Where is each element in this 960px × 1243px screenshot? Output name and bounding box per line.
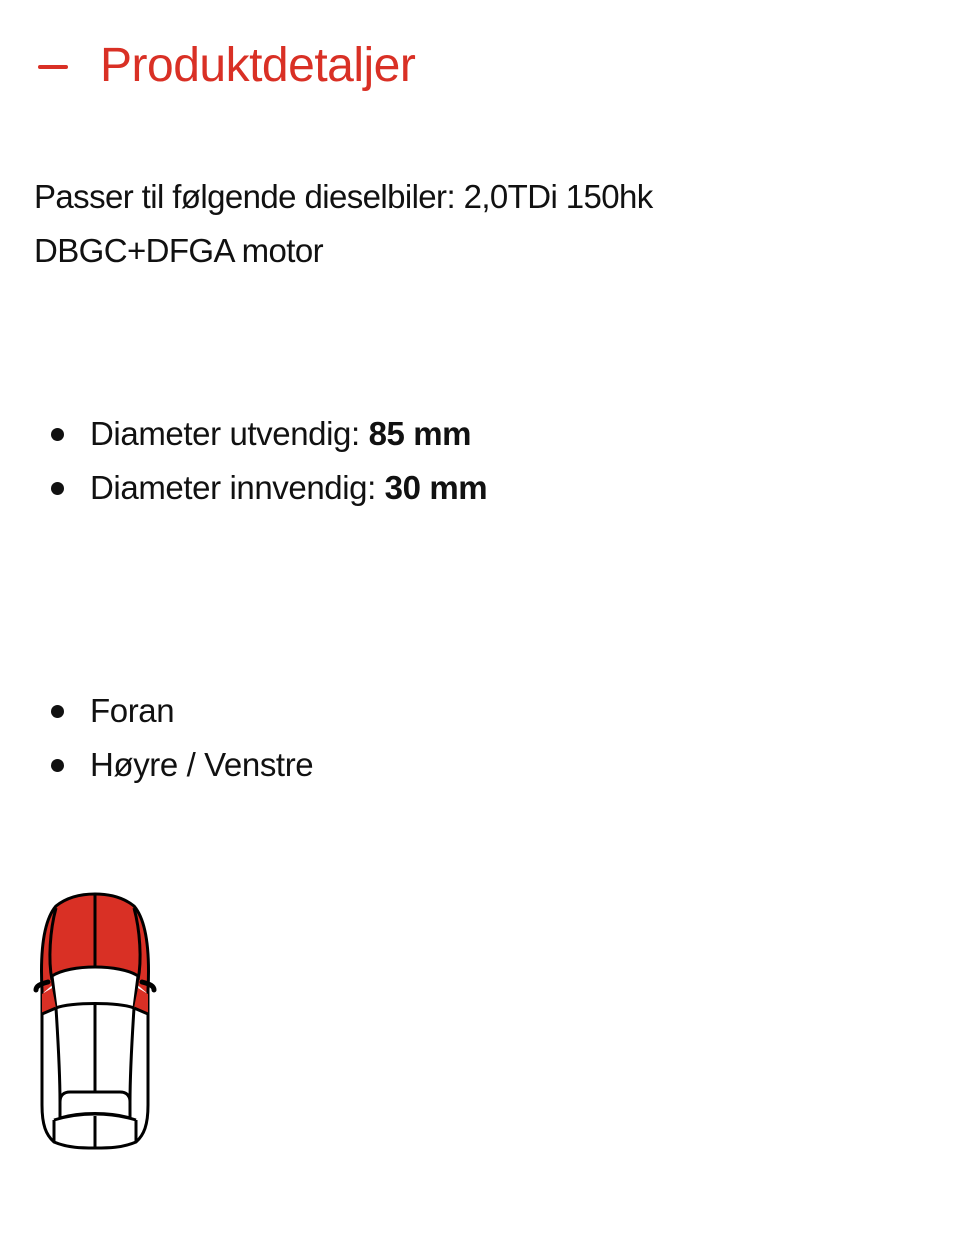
section-title: Produktdetaljer (100, 39, 416, 92)
spec-value: 85 mm (368, 415, 472, 452)
position-label: Høyre / Venstre (90, 746, 314, 783)
position-label: Foran (90, 692, 175, 729)
position-list (0, 684, 313, 792)
description-line-2: DBGC+DFGA motor (34, 232, 323, 269)
car-top-view-icon (30, 890, 160, 1152)
bullet-icon (51, 428, 64, 441)
product-description (34, 170, 794, 278)
list-item (0, 407, 487, 461)
product-details-toggle[interactable] (38, 36, 415, 96)
bullet-icon (51, 759, 64, 772)
list-item (0, 684, 313, 738)
minus-icon (38, 65, 68, 69)
description-line-1: Passer til følgende dieselbiler: 2,0TDi 150hk (34, 178, 653, 215)
spec-label: Diameter innvendig: (90, 469, 376, 506)
bullet-icon (51, 705, 64, 718)
list-item (0, 461, 487, 515)
spec-label: Diameter utvendig: (90, 415, 360, 452)
spec-value: 30 mm (384, 469, 488, 506)
dimensions-list (0, 407, 487, 515)
list-item (0, 738, 313, 792)
bullet-icon (51, 482, 64, 495)
